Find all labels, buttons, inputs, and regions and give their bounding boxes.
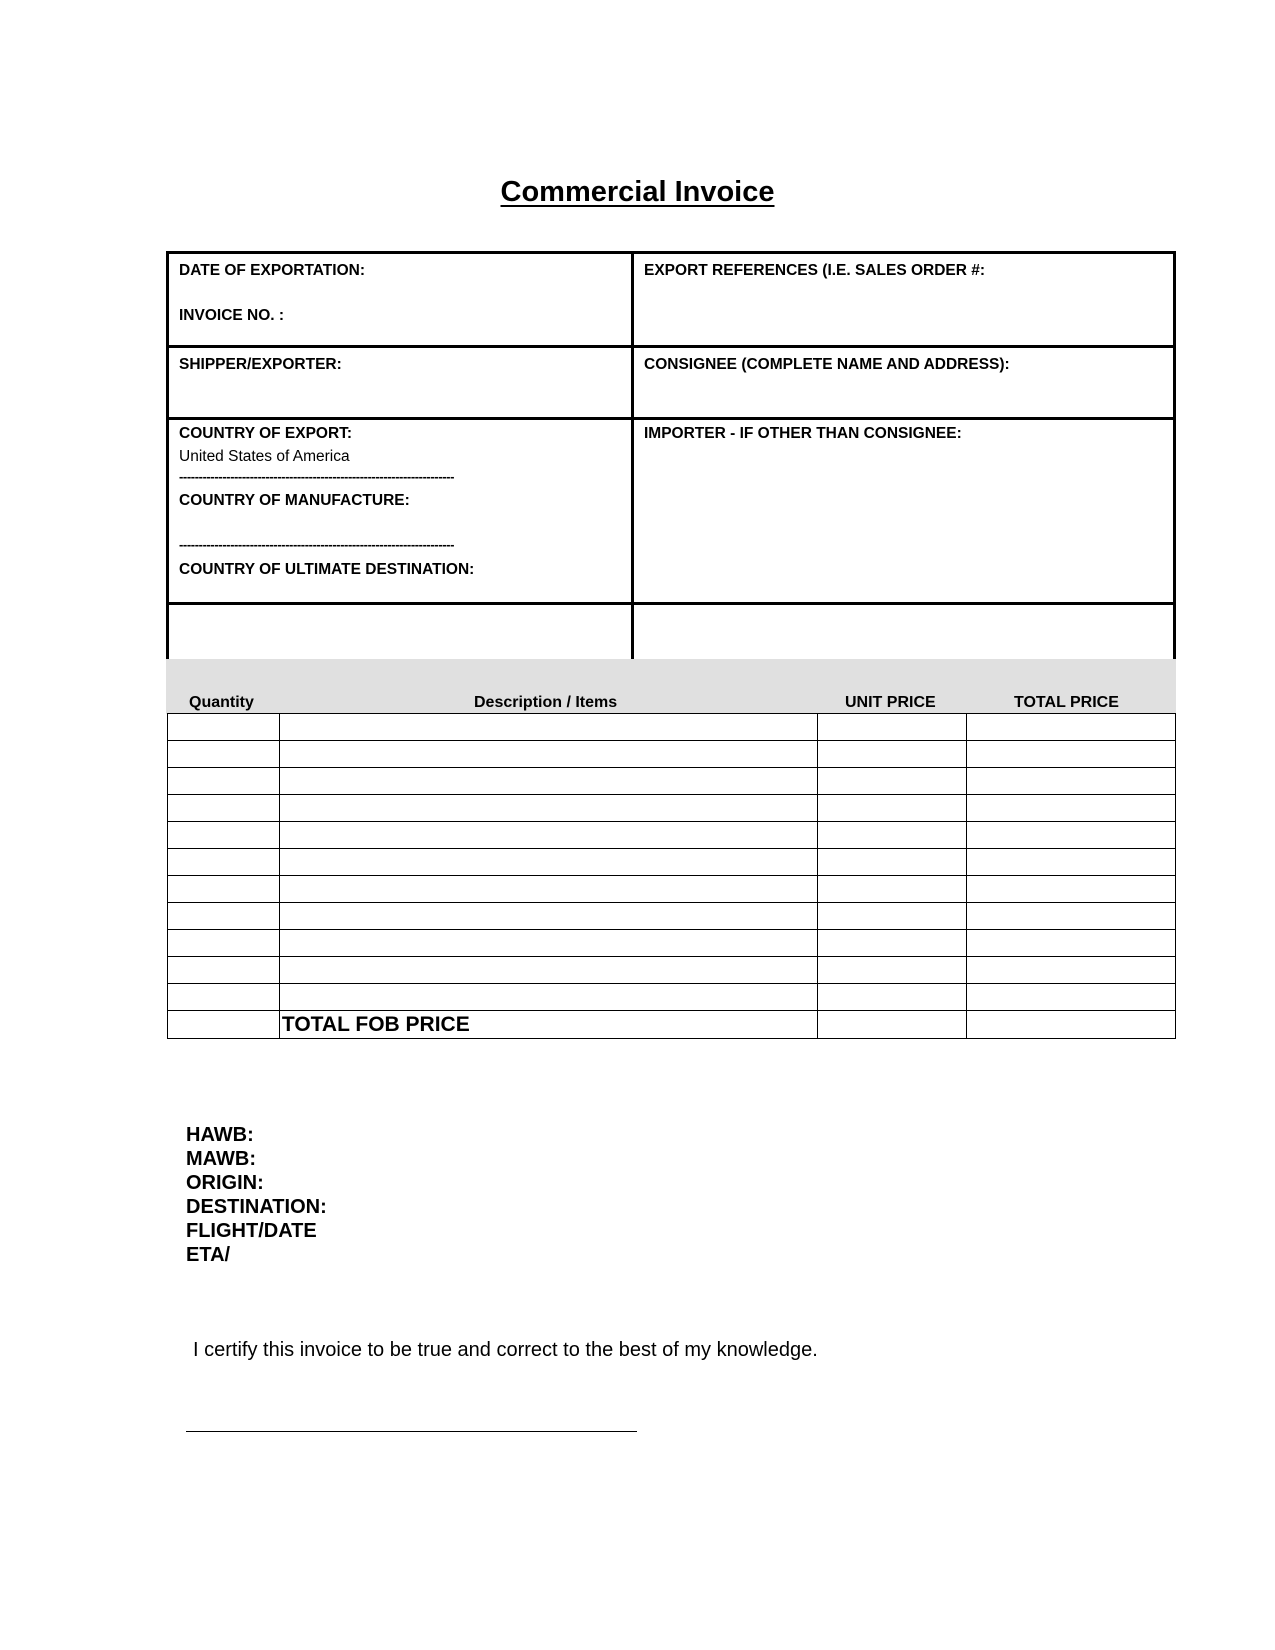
quantity-cell[interactable] bbox=[168, 876, 280, 903]
quantity-cell[interactable] bbox=[168, 957, 280, 984]
description-cell[interactable] bbox=[279, 903, 817, 930]
table-row bbox=[168, 876, 1176, 903]
unit-price-cell[interactable] bbox=[818, 930, 967, 957]
total-unit-price-cell[interactable] bbox=[818, 1011, 967, 1039]
unit-price-cell[interactable] bbox=[818, 849, 967, 876]
consignee-box bbox=[631, 345, 1176, 420]
destination-label: DESTINATION: bbox=[186, 1196, 327, 1218]
certification-statement: I certify this invoice to be true and correct to the best of my knowledge. bbox=[193, 1339, 818, 1361]
unit-price-cell[interactable] bbox=[818, 957, 967, 984]
description-cell[interactable] bbox=[279, 957, 817, 984]
eta-label: ETA/ bbox=[186, 1244, 231, 1266]
flight-date-label: FLIGHT/DATE bbox=[186, 1220, 317, 1242]
total-price-cell[interactable] bbox=[967, 741, 1176, 768]
total-fob-price-value-cell[interactable] bbox=[967, 1011, 1176, 1039]
table-row bbox=[168, 741, 1176, 768]
total-price-cell[interactable] bbox=[967, 876, 1176, 903]
table-row bbox=[168, 903, 1176, 930]
total-quantity-cell[interactable] bbox=[168, 1011, 280, 1039]
table-row bbox=[168, 795, 1176, 822]
quantity-cell[interactable] bbox=[168, 930, 280, 957]
unit-price-cell[interactable] bbox=[818, 903, 967, 930]
quantity-cell[interactable] bbox=[168, 795, 280, 822]
quantity-cell[interactable] bbox=[168, 849, 280, 876]
unit-price-cell[interactable] bbox=[818, 984, 967, 1011]
description-cell[interactable] bbox=[279, 795, 817, 822]
quantity-cell[interactable] bbox=[168, 822, 280, 849]
date-of-exportation-label: DATE OF EXPORTATION: bbox=[179, 262, 365, 279]
countries-box bbox=[166, 417, 634, 605]
export-references-box bbox=[631, 251, 1176, 348]
blank-right-box bbox=[631, 602, 1176, 659]
total-price-cell[interactable] bbox=[967, 849, 1176, 876]
blank-left-box bbox=[166, 602, 634, 659]
country-of-manufacture-label: COUNTRY OF MANUFACTURE: bbox=[179, 492, 410, 509]
table-row bbox=[168, 984, 1176, 1011]
column-header-total-price: TOTAL PRICE bbox=[1014, 694, 1119, 711]
table-row bbox=[168, 849, 1176, 876]
hawb-label: HAWB: bbox=[186, 1124, 254, 1146]
mawb-label: MAWB: bbox=[186, 1148, 256, 1170]
total-price-cell[interactable] bbox=[967, 714, 1176, 741]
total-price-cell[interactable] bbox=[967, 930, 1176, 957]
total-price-cell[interactable] bbox=[967, 957, 1176, 984]
importer-box bbox=[631, 417, 1176, 605]
shipper-exporter-box bbox=[166, 345, 634, 420]
total-price-cell[interactable] bbox=[967, 903, 1176, 930]
invoice-no-label: INVOICE NO. : bbox=[179, 307, 285, 324]
table-row bbox=[168, 957, 1176, 984]
unit-price-cell[interactable] bbox=[818, 822, 967, 849]
shipper-exporter-label: SHIPPER/EXPORTER: bbox=[179, 356, 342, 373]
unit-price-cell[interactable] bbox=[818, 741, 967, 768]
table-row bbox=[168, 822, 1176, 849]
column-header-quantity: Quantity bbox=[189, 694, 254, 711]
country-of-export-value: United States of America bbox=[179, 448, 350, 465]
country-of-ultimate-destination-label: COUNTRY OF ULTIMATE DESTINATION: bbox=[179, 561, 475, 578]
description-cell[interactable] bbox=[279, 741, 817, 768]
importer-label: IMPORTER - IF OTHER THAN CONSIGNEE: bbox=[644, 425, 962, 442]
total-fob-price-label: TOTAL FOB PRICE bbox=[279, 1011, 817, 1039]
quantity-cell[interactable] bbox=[168, 741, 280, 768]
export-references-label: EXPORT REFERENCES (I.E. SALES ORDER #: bbox=[644, 262, 986, 279]
unit-price-cell[interactable] bbox=[818, 714, 967, 741]
table-row bbox=[168, 768, 1176, 795]
items-table bbox=[167, 713, 1176, 1039]
description-cell[interactable] bbox=[279, 984, 817, 1011]
description-cell[interactable] bbox=[279, 822, 817, 849]
unit-price-cell[interactable] bbox=[818, 795, 967, 822]
table-row bbox=[168, 930, 1176, 957]
column-header-description: Description / Items bbox=[474, 694, 618, 711]
consignee-label: CONSIGNEE (COMPLETE NAME AND ADDRESS): bbox=[644, 356, 1010, 373]
country-of-export-label: COUNTRY OF EXPORT: bbox=[179, 425, 353, 442]
description-cell[interactable] bbox=[279, 768, 817, 795]
origin-label: ORIGIN: bbox=[186, 1172, 264, 1194]
description-cell[interactable] bbox=[279, 876, 817, 903]
description-cell[interactable] bbox=[279, 930, 817, 957]
signature-line[interactable] bbox=[186, 1431, 637, 1432]
total-price-cell[interactable] bbox=[967, 768, 1176, 795]
column-header-unit-price: UNIT PRICE bbox=[845, 694, 936, 711]
divider-line: ---------------------------------------------------------------------- bbox=[179, 469, 455, 484]
quantity-cell[interactable] bbox=[168, 768, 280, 795]
unit-price-cell[interactable] bbox=[818, 768, 967, 795]
divider-line: ---------------------------------------------------------------------- bbox=[179, 537, 455, 552]
quantity-cell[interactable] bbox=[168, 714, 280, 741]
unit-price-cell[interactable] bbox=[818, 876, 967, 903]
total-price-cell[interactable] bbox=[967, 822, 1176, 849]
date-invoice-box bbox=[166, 251, 634, 348]
total-fob-row bbox=[168, 1011, 1176, 1039]
total-price-cell[interactable] bbox=[967, 984, 1176, 1011]
quantity-cell[interactable] bbox=[168, 903, 280, 930]
total-price-cell[interactable] bbox=[967, 795, 1176, 822]
shipping-info bbox=[186, 1123, 327, 1267]
page-title: Commercial Invoice bbox=[500, 176, 775, 208]
table-row bbox=[168, 714, 1176, 741]
quantity-cell[interactable] bbox=[168, 984, 280, 1011]
description-cell[interactable] bbox=[279, 714, 817, 741]
description-cell[interactable] bbox=[279, 849, 817, 876]
